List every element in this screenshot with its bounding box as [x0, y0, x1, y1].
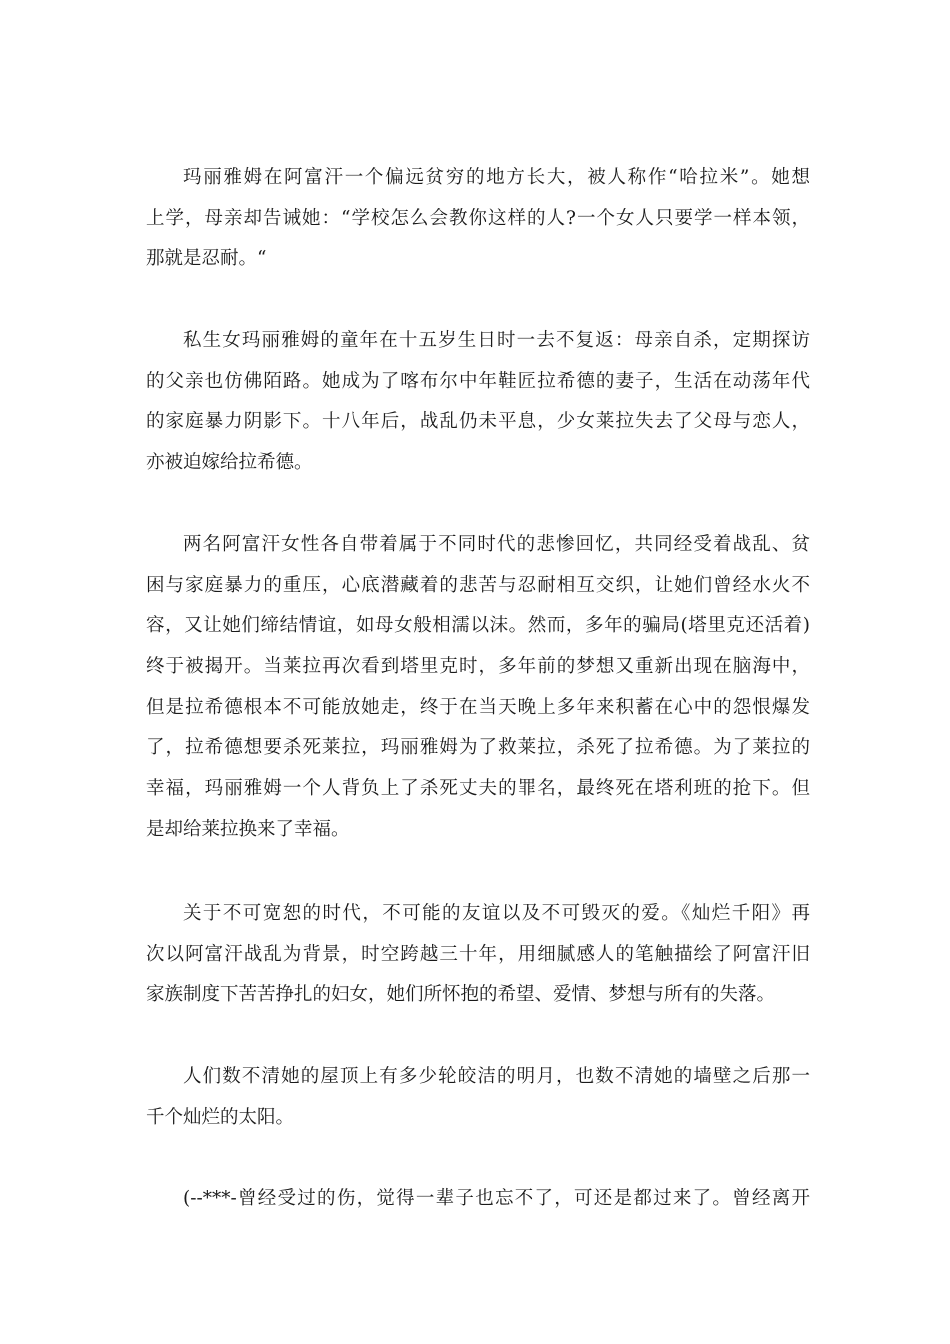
paragraph-5 — [146, 1057, 810, 1138]
text-line: 那就是忍耐。“ — [146, 248, 267, 270]
paragraph-3 — [146, 525, 810, 851]
text-line: 容，又让她们缔结情谊，如母女般相濡以沫。然而，多年的骗局(塔里克还活着) — [146, 615, 810, 637]
text-line: 次以阿富汗战乱为背景，时空跨越三十年，用细腻感人的笔触描绘了阿富汗旧 — [146, 943, 810, 965]
text-line: 的家庭暴力阴影下。十八年后，战乱仍未平息，少女莱拉失去了父母与恋人， — [146, 411, 810, 433]
text-line: (--***-曾经受过的伤，觉得一辈子也忘不了，可还是都过来了。曾经离开 — [183, 1188, 810, 1209]
text-line: 了，拉希德想要杀死莱拉，玛丽雅姆为了救莱拉，杀死了拉希德。为了莱拉的 — [146, 737, 810, 759]
text-line: 的父亲也仿佛陌路。她成为了喀布尔中年鞋匠拉希德的妻子，生活在动荡年代 — [146, 370, 810, 392]
text-line: 亦被迫嫁给拉希德。 — [146, 452, 313, 474]
paragraph-1 — [146, 158, 810, 280]
text-line: 人们数不清她的屋顶上有多少轮皎洁的明月，也数不清她的墙壁之后那一 — [183, 1066, 810, 1087]
paragraph-4 — [146, 894, 810, 1016]
paragraph-2 — [146, 321, 810, 484]
text-line: 幸福，玛丽雅姆一个人背负上了杀死丈夫的罪名，最终死在塔利班的抢下。但 — [146, 778, 810, 800]
text-line: 玛丽雅姆在阿富汗一个偏远贫穷的地方长大，被人称作“哈拉米”。她想 — [183, 167, 810, 188]
text-line: 千个灿烂的太阳。 — [146, 1106, 295, 1128]
text-line: 两名阿富汗女性各自带着属于不同时代的悲惨回忆，共同经受着战乱、贫 — [183, 534, 810, 555]
text-line: 是却给莱拉换来了幸福。 — [146, 818, 350, 840]
text-line: 上学，母亲却告诫她：“学校怎么会教你这样的人?一个女人只要学一样本领， — [146, 207, 810, 229]
text-line: 困与家庭暴力的重压，心底潜藏着的悲苦与忍耐相互交织，让她们曾经水火不 — [146, 574, 810, 596]
text-line: 终于被揭开。当莱拉再次看到塔里克时，多年前的梦想又重新出现在脑海中， — [146, 656, 810, 678]
text-line: 关于不可宽恕的时代，不可能的友谊以及不可毁灭的爱。《灿烂千阳》再 — [183, 903, 810, 924]
text-line: 但是拉希德根本不可能放她走，终于在当天晚上多年来积蓄在心中的怨恨爆发 — [146, 696, 810, 718]
text-line: 家族制度下苦苦挣扎的妇女，她们所怀抱的希望、爱情、梦想与所有的失落。 — [146, 984, 776, 1006]
paragraph-6 — [146, 1179, 810, 1220]
text-line: 私生女玛丽雅姆的童年在十五岁生日时一去不复返：母亲自杀，定期探访 — [183, 330, 810, 351]
